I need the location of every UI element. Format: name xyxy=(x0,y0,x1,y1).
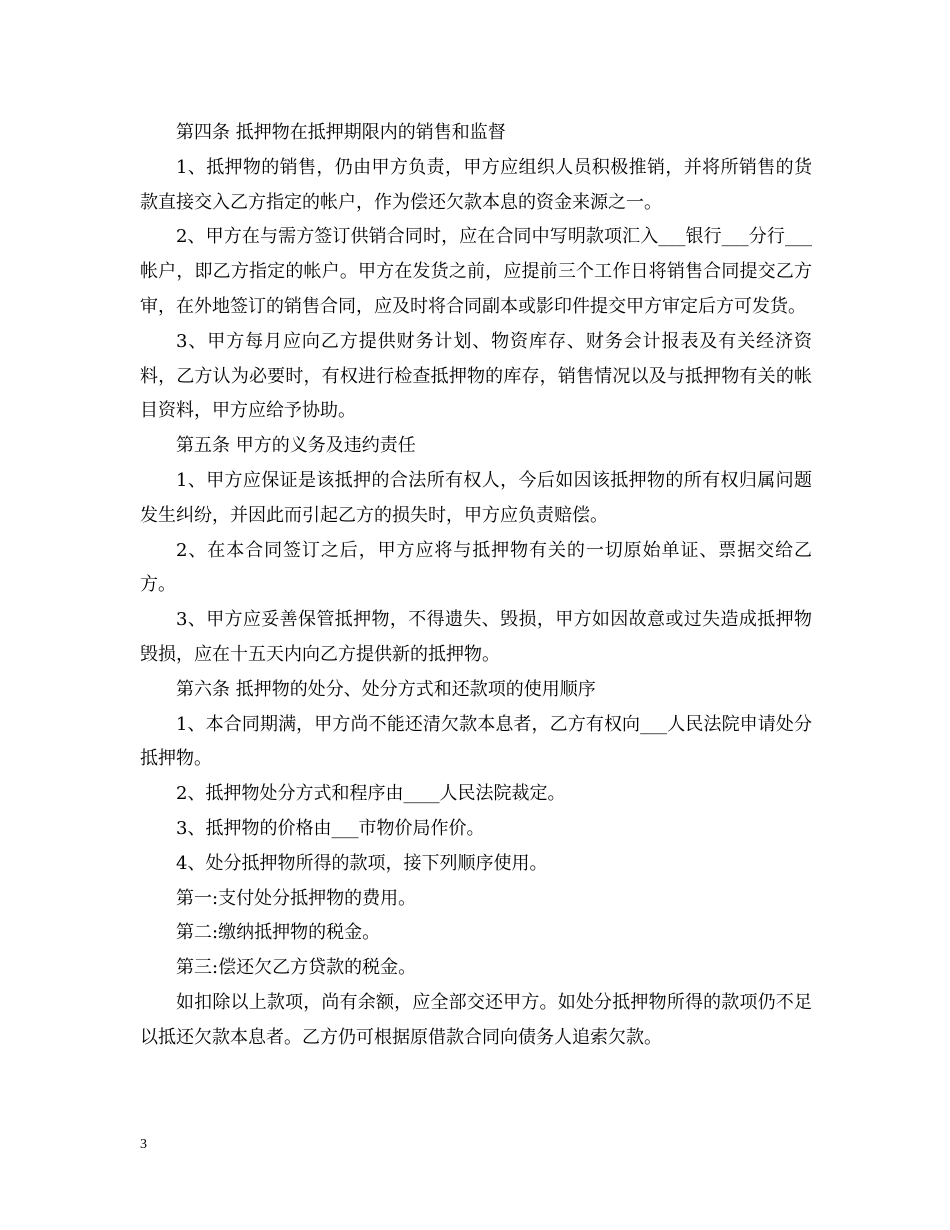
closing-paragraph: 如扣除以上款项，尚有余额，应全部交还甲方。如处分抵押物所得的款项仍不足以抵还欠款本息者。乙方仍可根据原借款合同向债务人追索欠款。 xyxy=(140,991,812,1048)
article-5-clause-2: 2、在本合同签订之后，甲方应将与抵押物有关的一切原始单证、票据交给乙方。 xyxy=(140,539,812,596)
document-body xyxy=(140,116,812,1056)
page-number: 3 xyxy=(140,1137,147,1152)
article-4-clause-1: 1、抵押物的销售，仍由甲方负责，甲方应组织人员积极推销，并将所销售的货款直接交入乙方指定的帐户，作为偿还欠款本息的资金来源之一。 xyxy=(140,156,812,213)
article-6-heading: 第六条 抵押物的处分、处分方式和还款项的使用顺序 xyxy=(176,678,596,700)
article-5-heading: 第五条 甲方的义务及违约责任 xyxy=(176,435,416,457)
order-item-3: 第三:偿还欠乙方贷款的税金。 xyxy=(176,957,417,979)
article-4-clause-3: 3、甲方每月应向乙方提供财务计划、物资库存、财务会计报表及有关经济资料，乙方认为必要时，有权进行检查抵押物的库存，销售情况以及与抵押物有关的帐目资料，甲方应给予协助。 xyxy=(140,330,812,422)
article-6-clause-3: 3、抵押物的价格由___市物价局作价。 xyxy=(176,817,485,839)
article-6-clause-2: 2、抵押物处分方式和程序由____人民法院裁定。 xyxy=(176,783,566,805)
order-item-2: 第二:缴纳抵押物的税金。 xyxy=(176,922,381,944)
article-6-clause-4: 4、处分抵押物所得的款项，接下列顺序使用。 xyxy=(176,852,548,874)
article-5-clause-1: 1、甲方应保证是该抵押的合法所有权人，今后如因该抵押物的所有权归属问题发生纠纷，并因此而引起乙方的损失时，甲方应负责赔偿。 xyxy=(140,469,812,526)
article-5-clause-3: 3、甲方应妥善保管抵押物，不得遗失、毁损，甲方如因故意或过失造成抵押物毁损，应在十五天内向乙方提供新的抵押物。 xyxy=(140,609,812,665)
order-item-1: 第一:支付处分抵押物的费用。 xyxy=(176,887,417,909)
article-4-clause-2: 2、甲方在与需方签订供销合同时，应在合同中写明款项汇入___银行___分行___帐户，即乙方指定的帐户。甲方在发货之前，应提前三个工作日将销售合同提交乙方审，在外地签订的销售合同，应及时将合同副本或影印件提交甲方审定后方可发货。 xyxy=(140,226,812,317)
article-6-clause-1: 1、本合同期满，甲方尚不能还清欠款本息者，乙方有权向___人民法院申请处分抵押物。 xyxy=(140,713,812,770)
article-4-heading: 第四条 抵押物在抵押期限内的销售和监督 xyxy=(176,122,506,143)
